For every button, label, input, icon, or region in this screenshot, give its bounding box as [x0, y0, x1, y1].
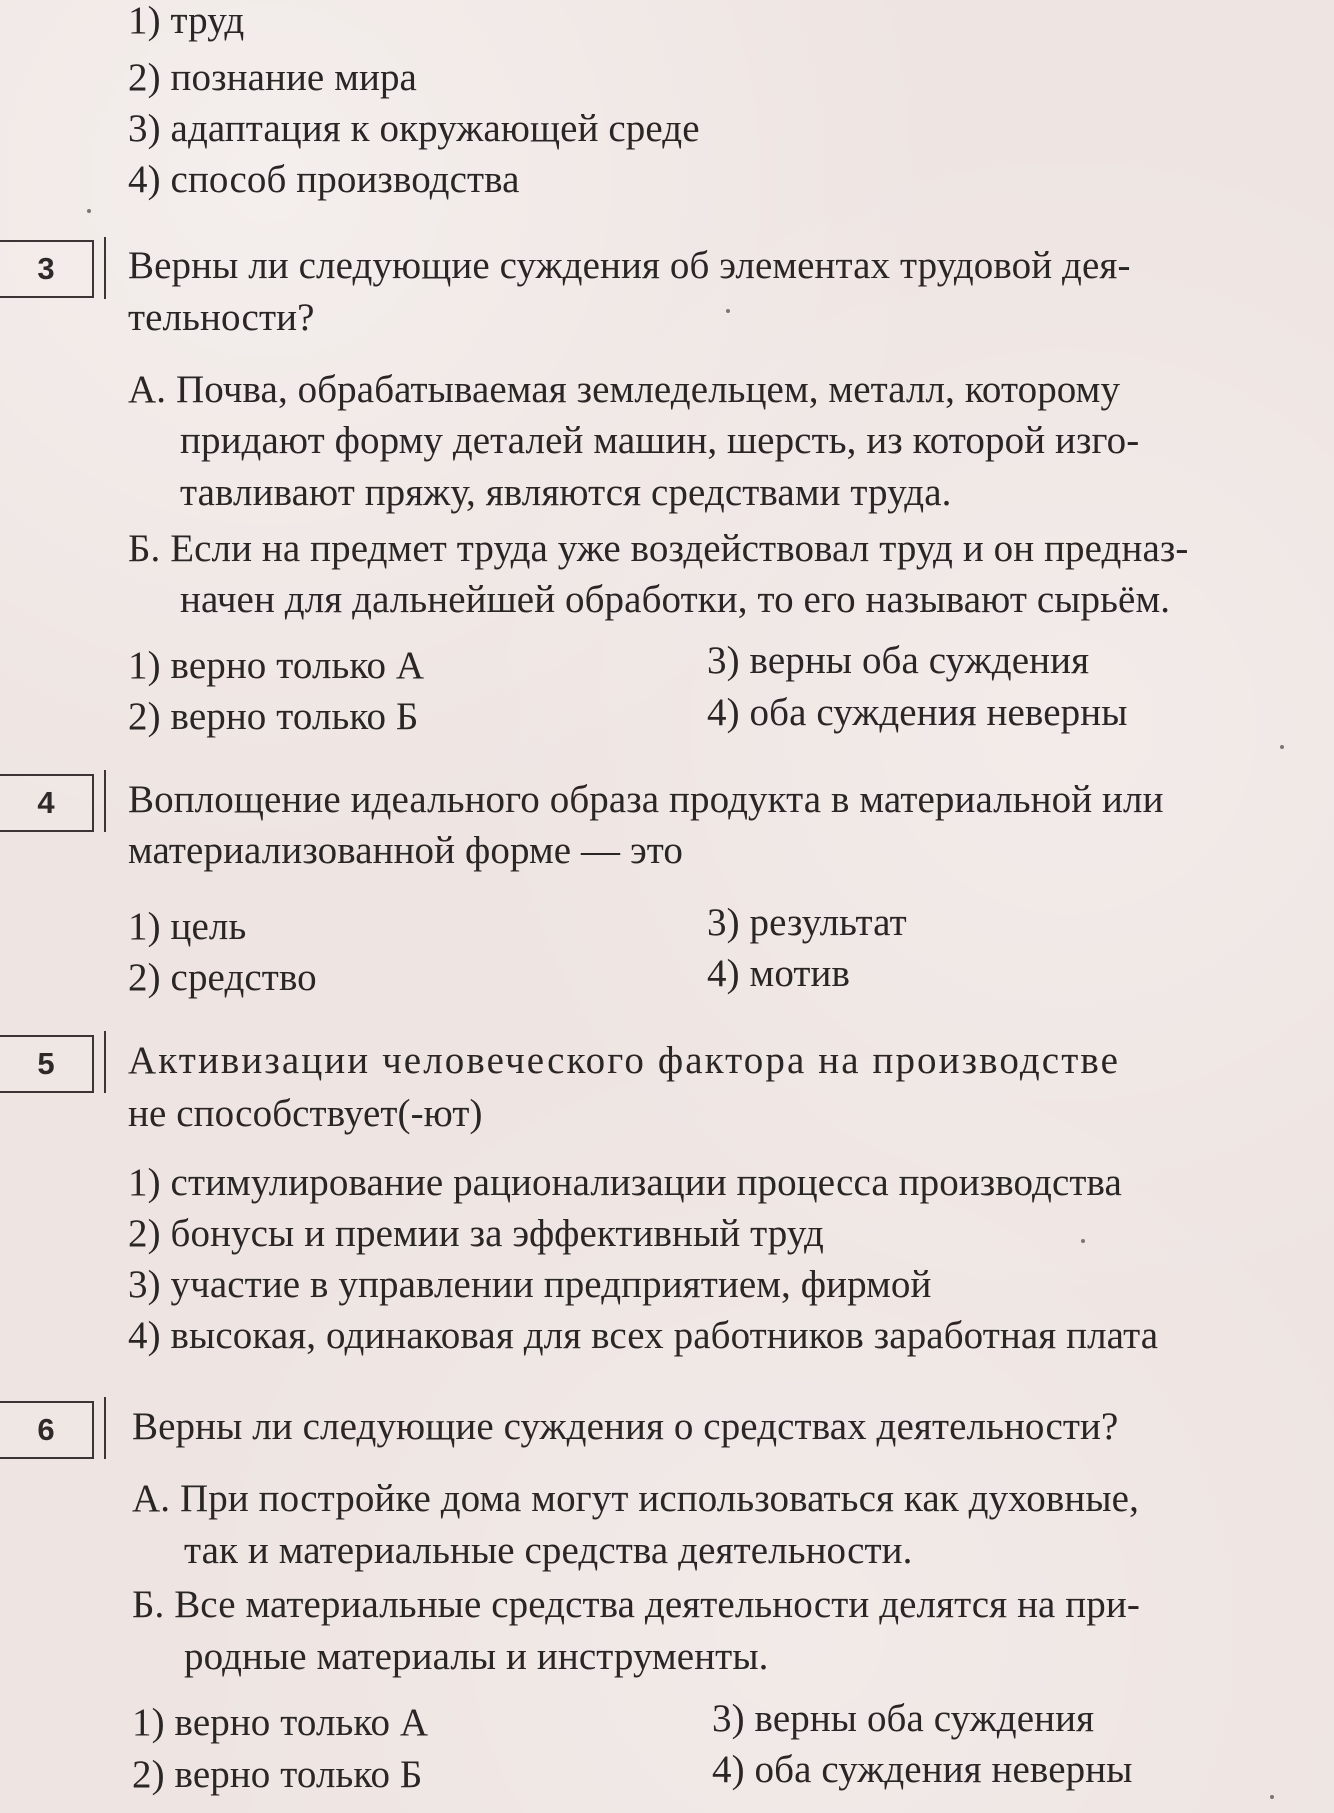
scan-speck [1270, 1795, 1274, 1799]
statement-b-line-1: Б. Все материальные средства деятельности делятся на при- [132, 1583, 1140, 1626]
scan-speck [87, 209, 91, 213]
question-text-line-2: не способствует(-ют) [128, 1092, 483, 1135]
question-number-badge: 4 [0, 774, 94, 832]
question-text-line-2: материализованной форме — это [128, 829, 684, 872]
question-divider [104, 1397, 106, 1459]
answer-option-3: 3) верны оба суждения [712, 1697, 1095, 1740]
answer-option-2: 2) верно только Б [128, 695, 419, 738]
answer-option-4: 4) оба суждения неверны [712, 1748, 1133, 1791]
scan-speck [1081, 1239, 1085, 1243]
statement-a-line-1: А. При постройке дома могут использоваться как духовные, [132, 1477, 1139, 1520]
answer-option-3: 3) верны оба суждения [707, 639, 1090, 682]
question-divider [104, 770, 106, 832]
statement-b-line-1: Б. Если на предмет труда уже воздействовал труд и он предназ- [128, 527, 1189, 570]
question-number-badge: 6 [0, 1401, 94, 1459]
answer-option-3: 3) участие в управлении предприятием, фирмой [128, 1263, 932, 1306]
top-answer-1: 1) труд [128, 0, 245, 42]
top-answer-2: 2) познание мира [128, 56, 417, 99]
scan-speck [1280, 745, 1284, 749]
answer-option-2: 2) бонусы и премии за эффективный труд [128, 1212, 824, 1255]
answer-option-4: 4) высокая, одинаковая для всех работников заработная плата [128, 1314, 1159, 1357]
statement-a-line-2: так и материальные средства деятельности. [184, 1529, 913, 1572]
question-number-badge: 3 [0, 240, 94, 298]
answer-option-1: 1) верно только А [128, 644, 425, 687]
question-text-line-2: тельности? [128, 296, 315, 339]
statement-a-line-3: тавливают пряжу, являются средствами труда. [180, 471, 952, 514]
answer-option-4: 4) оба суждения неверны [707, 691, 1128, 734]
answer-option-1: 1) стимулирование рационализации процесса производства [128, 1161, 1122, 1204]
question-text-line-1: Верны ли следующие суждения об элементах трудовой дея- [128, 244, 1131, 287]
answer-option-2: 2) средство [128, 956, 317, 999]
statement-a-line-2: придают форму деталей машин, шерсть, из которой изго- [180, 419, 1140, 462]
question-divider [104, 1031, 106, 1093]
answer-option-4: 4) мотив [707, 952, 851, 995]
top-answer-3: 3) адаптация к окружающей среде [128, 107, 700, 150]
question-divider [104, 237, 106, 299]
scan-speck [726, 309, 730, 313]
statement-b-line-2: родные материалы и инструменты. [184, 1635, 769, 1678]
answer-option-2: 2) верно только Б [132, 1753, 423, 1796]
statement-a-line-1: А. Почва, обрабатываемая земледельцем, металл, которому [128, 368, 1121, 411]
question-number-badge: 5 [0, 1035, 94, 1093]
question-text-line-1: Воплощение идеального образа продукта в материальной или [128, 778, 1164, 821]
question-text-line-1: Активизации человеческого фактора на производстве [128, 1039, 1121, 1082]
answer-option-3: 3) результат [707, 901, 907, 944]
answer-option-1: 1) цель [128, 905, 247, 948]
answer-option-1: 1) верно только А [132, 1701, 429, 1744]
question-text-line-1: Верны ли следующие суждения о средствах деятельности? [132, 1405, 1119, 1448]
top-answer-4: 4) способ производства [128, 158, 520, 201]
statement-b-line-2: начен для дальнейшей обработки, то его называют сырьём. [180, 578, 1171, 621]
